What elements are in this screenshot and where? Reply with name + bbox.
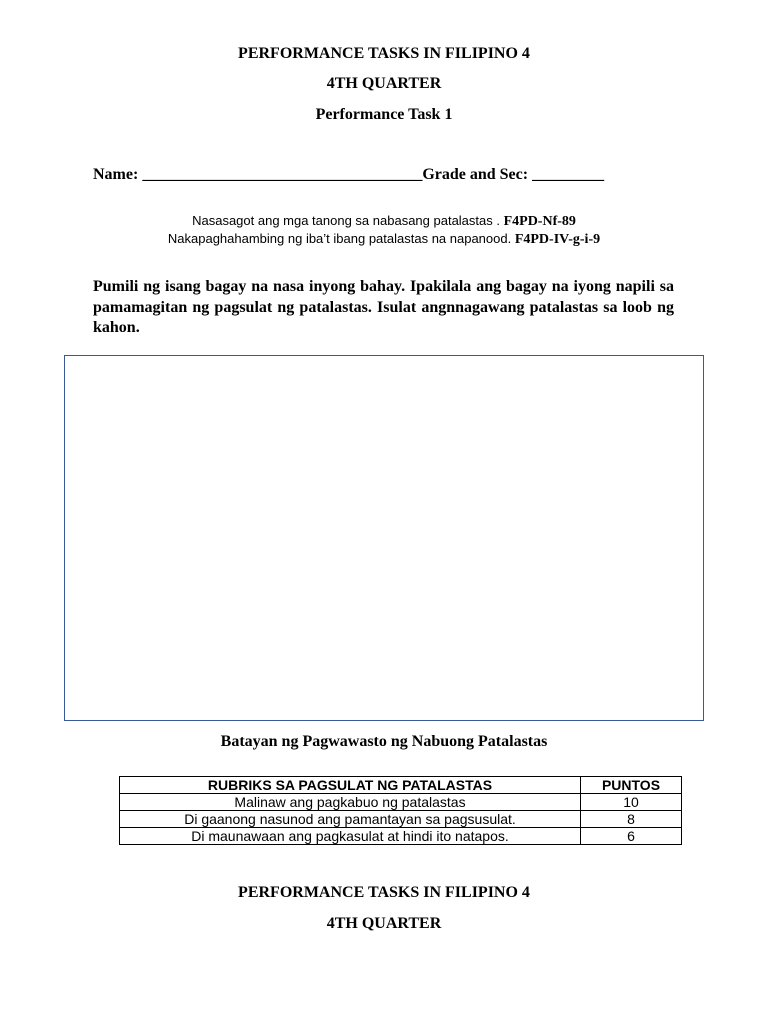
footer-title: PERFORMANCE TASKS IN FILIPINO 4 bbox=[238, 884, 530, 901]
table-row bbox=[120, 828, 682, 845]
footer-quarter: 4TH QUARTER bbox=[326, 915, 442, 932]
objective-1: Nasasagot ang mga tanong sa nabasang patalastas . F4PD-Nf-89 bbox=[192, 213, 576, 229]
rubric-points: 10 bbox=[581, 794, 682, 811]
learning-objectives bbox=[0, 212, 768, 248]
task-heading: Performance Task 1 bbox=[315, 106, 453, 123]
objective-2: Nakapaghahambing ng iba’t ibang patalastas na napanood. F4PD-IV-g-i-9 bbox=[167, 231, 601, 247]
name-grade-section-line[interactable]: Name: ___________________________________Grade and Sec: _________ bbox=[93, 166, 605, 183]
rubric-points: 8 bbox=[581, 811, 682, 828]
table-row bbox=[120, 794, 682, 811]
rubric-criteria: Di maunawaan ang pagkasulat at hindi ito natapos. bbox=[120, 828, 581, 845]
rubric-criteria: Di gaanong nasunod ang pamantayan sa pagsusulat. bbox=[120, 811, 581, 828]
table-row bbox=[120, 811, 682, 828]
document-title: PERFORMANCE TASKS IN FILIPINO 4 bbox=[238, 45, 530, 62]
quarter-heading: 4TH QUARTER bbox=[326, 75, 442, 92]
rubric-header-points: PUNTOS bbox=[581, 777, 682, 794]
rubric-table bbox=[119, 776, 682, 845]
rubric-points: 6 bbox=[581, 828, 682, 845]
rubric-criteria: Malinaw ang pagkabuo ng patalastas bbox=[120, 794, 581, 811]
rubric-header-criteria: RUBRIKS SA PAGSULAT NG PATALASTAS bbox=[120, 777, 581, 794]
rubric-caption: Batayan ng Pagwawasto ng Nabuong Patalastas bbox=[220, 733, 548, 750]
task-instruction: Pumili ng isang bagay na nasa inyong bahay. Ipakilala ang bagay na iyong napili sa pamamagitan ng pagsulat ng patalastas. Isulat angnnagawang patalastas sa loob ng kahon. bbox=[93, 278, 674, 336]
objective-code-1: F4PD-Nf-89 bbox=[503, 214, 576, 229]
rubric-header-row bbox=[120, 777, 682, 794]
objective-code-2: F4PD-IV-g-i-9 bbox=[514, 232, 601, 247]
answer-box[interactable] bbox=[64, 355, 704, 721]
